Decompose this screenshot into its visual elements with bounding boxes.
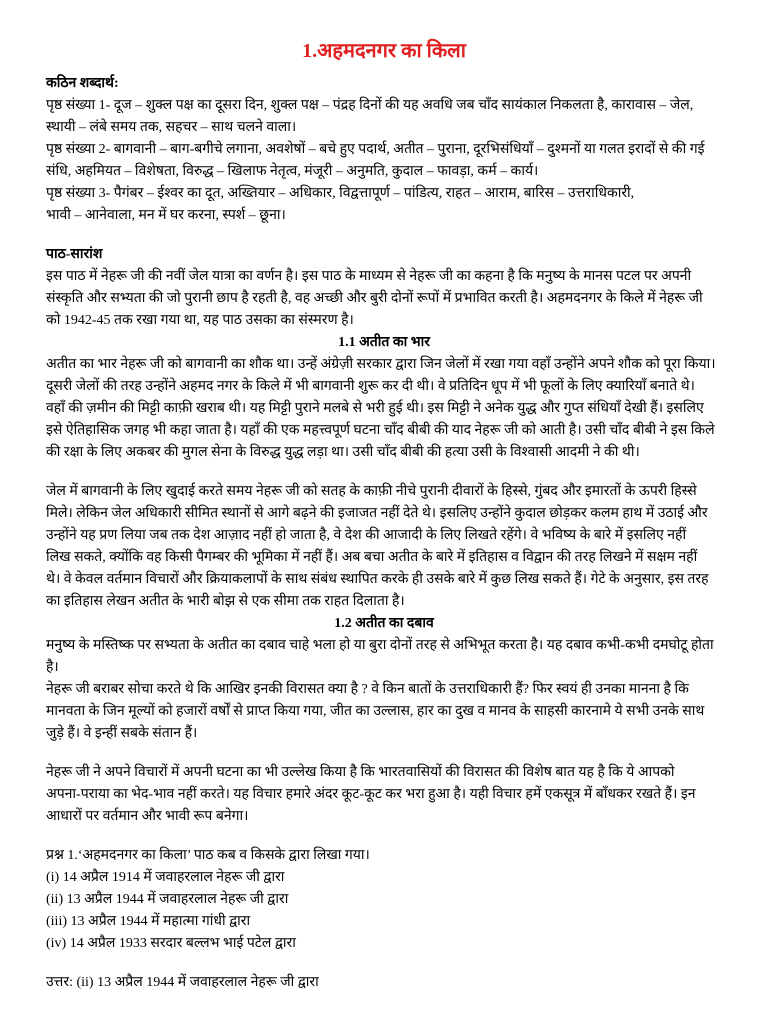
paragraph-line: अपना-पराया का भेद-भाव नहीं करते। यह विचार हमारे अंदर कूट-कूट कर भरा हुआ है। यही विचार हमें एकसूत्र में बाँधकर रखते हैं। इन xyxy=(46,787,696,802)
question-option: (iv) 14 अप्रैल 1933 सरदार बल्लभ भाई पटेल द्वारा xyxy=(46,936,296,951)
paragraph-line: मिले। लेकिन जेल अधिकारी सीमित स्थानों से आगे बढ़ने की इजाजत नहीं देते थे। इसलिए उन्होंने कुदाल छोड़कर कलम हाथ में उठाई और xyxy=(46,506,708,521)
question-prompt: प्रश्न 1.‘अहमदनगर का किला’ पाठ कब व किसके द्वारा लिखा गया। xyxy=(46,848,370,863)
glossary-heading: कठिन शब्दार्थ: xyxy=(46,76,119,91)
summary-line: संस्कृति और सभ्यता की जो पुरानी छाप है रहती है, वह अच्छी और बुरी दोनों रूपों में प्रभावित करती है। अहमदनगर के किले में नेहरू जी xyxy=(46,291,703,306)
glossary-line: भावी – आनेवाला, मन में घर करना, स्पर्श – छूना। xyxy=(46,208,286,223)
paragraph-line: थे। वे केवल वर्तमान विचारों और क्रियाकलापों के साथ संबंध स्थापित करके ही उसके बारे में कुछ लिख सकते हैं। गेटे के अनुसार, इस तरह xyxy=(46,572,709,587)
paragraph-line: का इतिहास लेखन अतीत के भारी बोझ से एक सीमा तक राहत दिलाता है। xyxy=(46,594,405,609)
paragraph-line: उन्होंने यह प्रण लिया जब तक देश आज़ाद नहीं हो जाता है, वे देश की आजादी के लिए लिखते रहेंगे। वे भविष्य के बारे में इसलिए नहीं xyxy=(46,528,687,543)
paragraph-line: अतीत का भार नेहरू जी को बागवानी का शौक था। उन्हें अंग्रेज़ी सरकार द्वारा जिन जेलों में रखा गया वहाँ उन्होंने अपने शौक को पूरा किया। xyxy=(46,357,716,372)
glossary-line: पृष्ठ संख्या 1- दूज – शुक्ल पक्ष का दूसरा दिन, शुक्ल पक्ष – पंद्रह दिनों की यह अवधि जब चाँद सायंकाल निकलता है, कारावास – जेल, xyxy=(46,98,694,113)
summary-line: को 1942-45 तक रखा गया था, यह पाठ उसका का संस्मरण है। xyxy=(46,313,354,328)
section-1 xyxy=(46,332,722,613)
paragraph-line: की रक्षा के लिए अकबर की मुगल सेना के विरुद्ध युद्ध लड़ा था। उसी चाँद बीबी की हत्या उसी के विश्वासी आदमी ने की थी। xyxy=(46,445,640,460)
paragraph-line: है। xyxy=(46,660,59,675)
glossary-line: पृष्ठ संख्या 3- पैगंबर – ईश्वर का दूत, अख्तियार – अधिकार, विद्वत्तापूर्ण – पांडित्य, राहत – आराम, बारिस – उत्तराधिकारी, xyxy=(46,186,635,201)
page-title: 1.अहमदनगर का किला xyxy=(302,40,466,62)
section-1-heading: 1.1 अतीत का भार xyxy=(338,335,430,350)
paragraph-line: इसे ऐतिहासिक जगह भी कहा जाता है। यहाँ की एक महत्त्वपूर्ण घटना चाँद बीबी की याद नेहरू जी को आती है। उसी चाँद बीबी ने इस किले xyxy=(46,423,715,438)
glossary-line: संधि, अहमियत – विशेषता, विरुद्ध – खिलाफ नेतृत्व, मंजूरी – अनुमति, कुदाल – फावड़ा, कर्म – कार्य। xyxy=(46,164,539,179)
question-section xyxy=(46,845,722,994)
paragraph-line: वहाँ की ज़मीन की मिट्टी काफ़ी खराब थी। यह मिट्टी पुराने मलबे से भरी हुई थी। इस मिट्टी ने अनेक युद्ध और गुप्त संधियाँ देखी हैं। इसलिए xyxy=(46,401,704,416)
paragraph-line: मानवता के जिन मूल्यों को हजारों वर्षों से प्राप्त किया गया, जीत का उल्लास, हार का दुख व मानव के साहसी कारनामे ये सभी उनके साथ xyxy=(46,704,705,719)
paragraph-line: नेहरू जी बराबर सोचा करते थे कि आखिर इनकी विरासत क्या है ? वे किन बातों के उत्तराधिकारी हैं? फिर स्वयं ही उनका मानना है कि xyxy=(46,682,689,697)
question-option: (ii) 13 अप्रैल 1944 में जवाहरलाल नेहरू जी द्वारा xyxy=(46,892,289,907)
summary-line: इस पाठ में नेहरू जी की नवीं जेल यात्रा का वर्णन है। इस पाठ के माध्यम से नेहरू जी का कहना है कि मनुष्य के मानस पटल पर अपनी xyxy=(46,269,692,284)
question-option: (i) 14 अप्रैल 1914 में जवाहरलाल नेहरू जी द्वारा xyxy=(46,870,285,885)
glossary-line: पृष्ठ संख्या 2- बागवानी – बाग-बगीचे लगाना, अवशेषों – बचे हुए पदार्थ, अतीत – पुराना, दूरभिसंधियाँ – दुश्मनों या गलत इरादों से की गई xyxy=(46,142,705,157)
document-page xyxy=(46,38,722,994)
glossary-section xyxy=(46,73,722,227)
paragraph-line: दूसरी जेलों की तरह उन्होंने अहमद नगर के किले में भी बागवानी शुरू कर दी थी। वे प्रतिदिन धूप में भी फूलों के लिए क्यारियाँ बनाते थे। xyxy=(46,379,695,394)
summary-section xyxy=(46,244,722,332)
section-2 xyxy=(46,613,722,828)
question-option: (iii) 13 अप्रैल 1944 में महात्मा गांधी द्वारा xyxy=(46,914,251,929)
glossary-line: स्थायी – लंबे समय तक, सहचर – साथ चलने वाला। xyxy=(46,120,297,135)
paragraph-line: लिख सकते, क्योंकि वह किसी पैगम्बर की भूमिका में नहीं हैं। अब बचा अतीत के बारे में इतिहास व विद्वान की तरह लिखने में सक्षम नहीं xyxy=(46,550,698,565)
paragraph-line: जेल में बागवानी के लिए खुदाई करते समय नेहरू जी को सतह के काफ़ी नीचे पुरानी दीवारों के हिस्से, गुंबद और इमारतों के ऊपरी हिस्से xyxy=(46,484,697,499)
question-answer: उत्तर: (ii) 13 अप्रैल 1944 में जवाहरलाल नेहरू जी द्वारा xyxy=(46,975,319,990)
paragraph-line: जुड़े हैं। वे इन्हीं सबके संतान हैं। xyxy=(46,726,198,741)
paragraph-line: आधारों पर वर्तमान और भावी रूप बनेगा। xyxy=(46,809,249,824)
paragraph-line: नेहरू जी ने अपने विचारों में अपनी घटना का भी उल्लेख किया है कि भारतवासियों की विरासत की विशेष बात यह है कि ये आपको xyxy=(46,765,675,780)
section-2-heading: 1.2 अतीत का दबाव xyxy=(334,616,434,631)
paragraph-line: मनुष्य के मस्तिष्क पर सभ्यता के अतीत का दबाव चाहे भला हो या बुरा दोनों तरह से अभिभूत करता है। यह दबाव कभी-कभी दमघोटू होता xyxy=(46,638,714,653)
summary-heading: पाठ-सारांश xyxy=(46,247,103,262)
